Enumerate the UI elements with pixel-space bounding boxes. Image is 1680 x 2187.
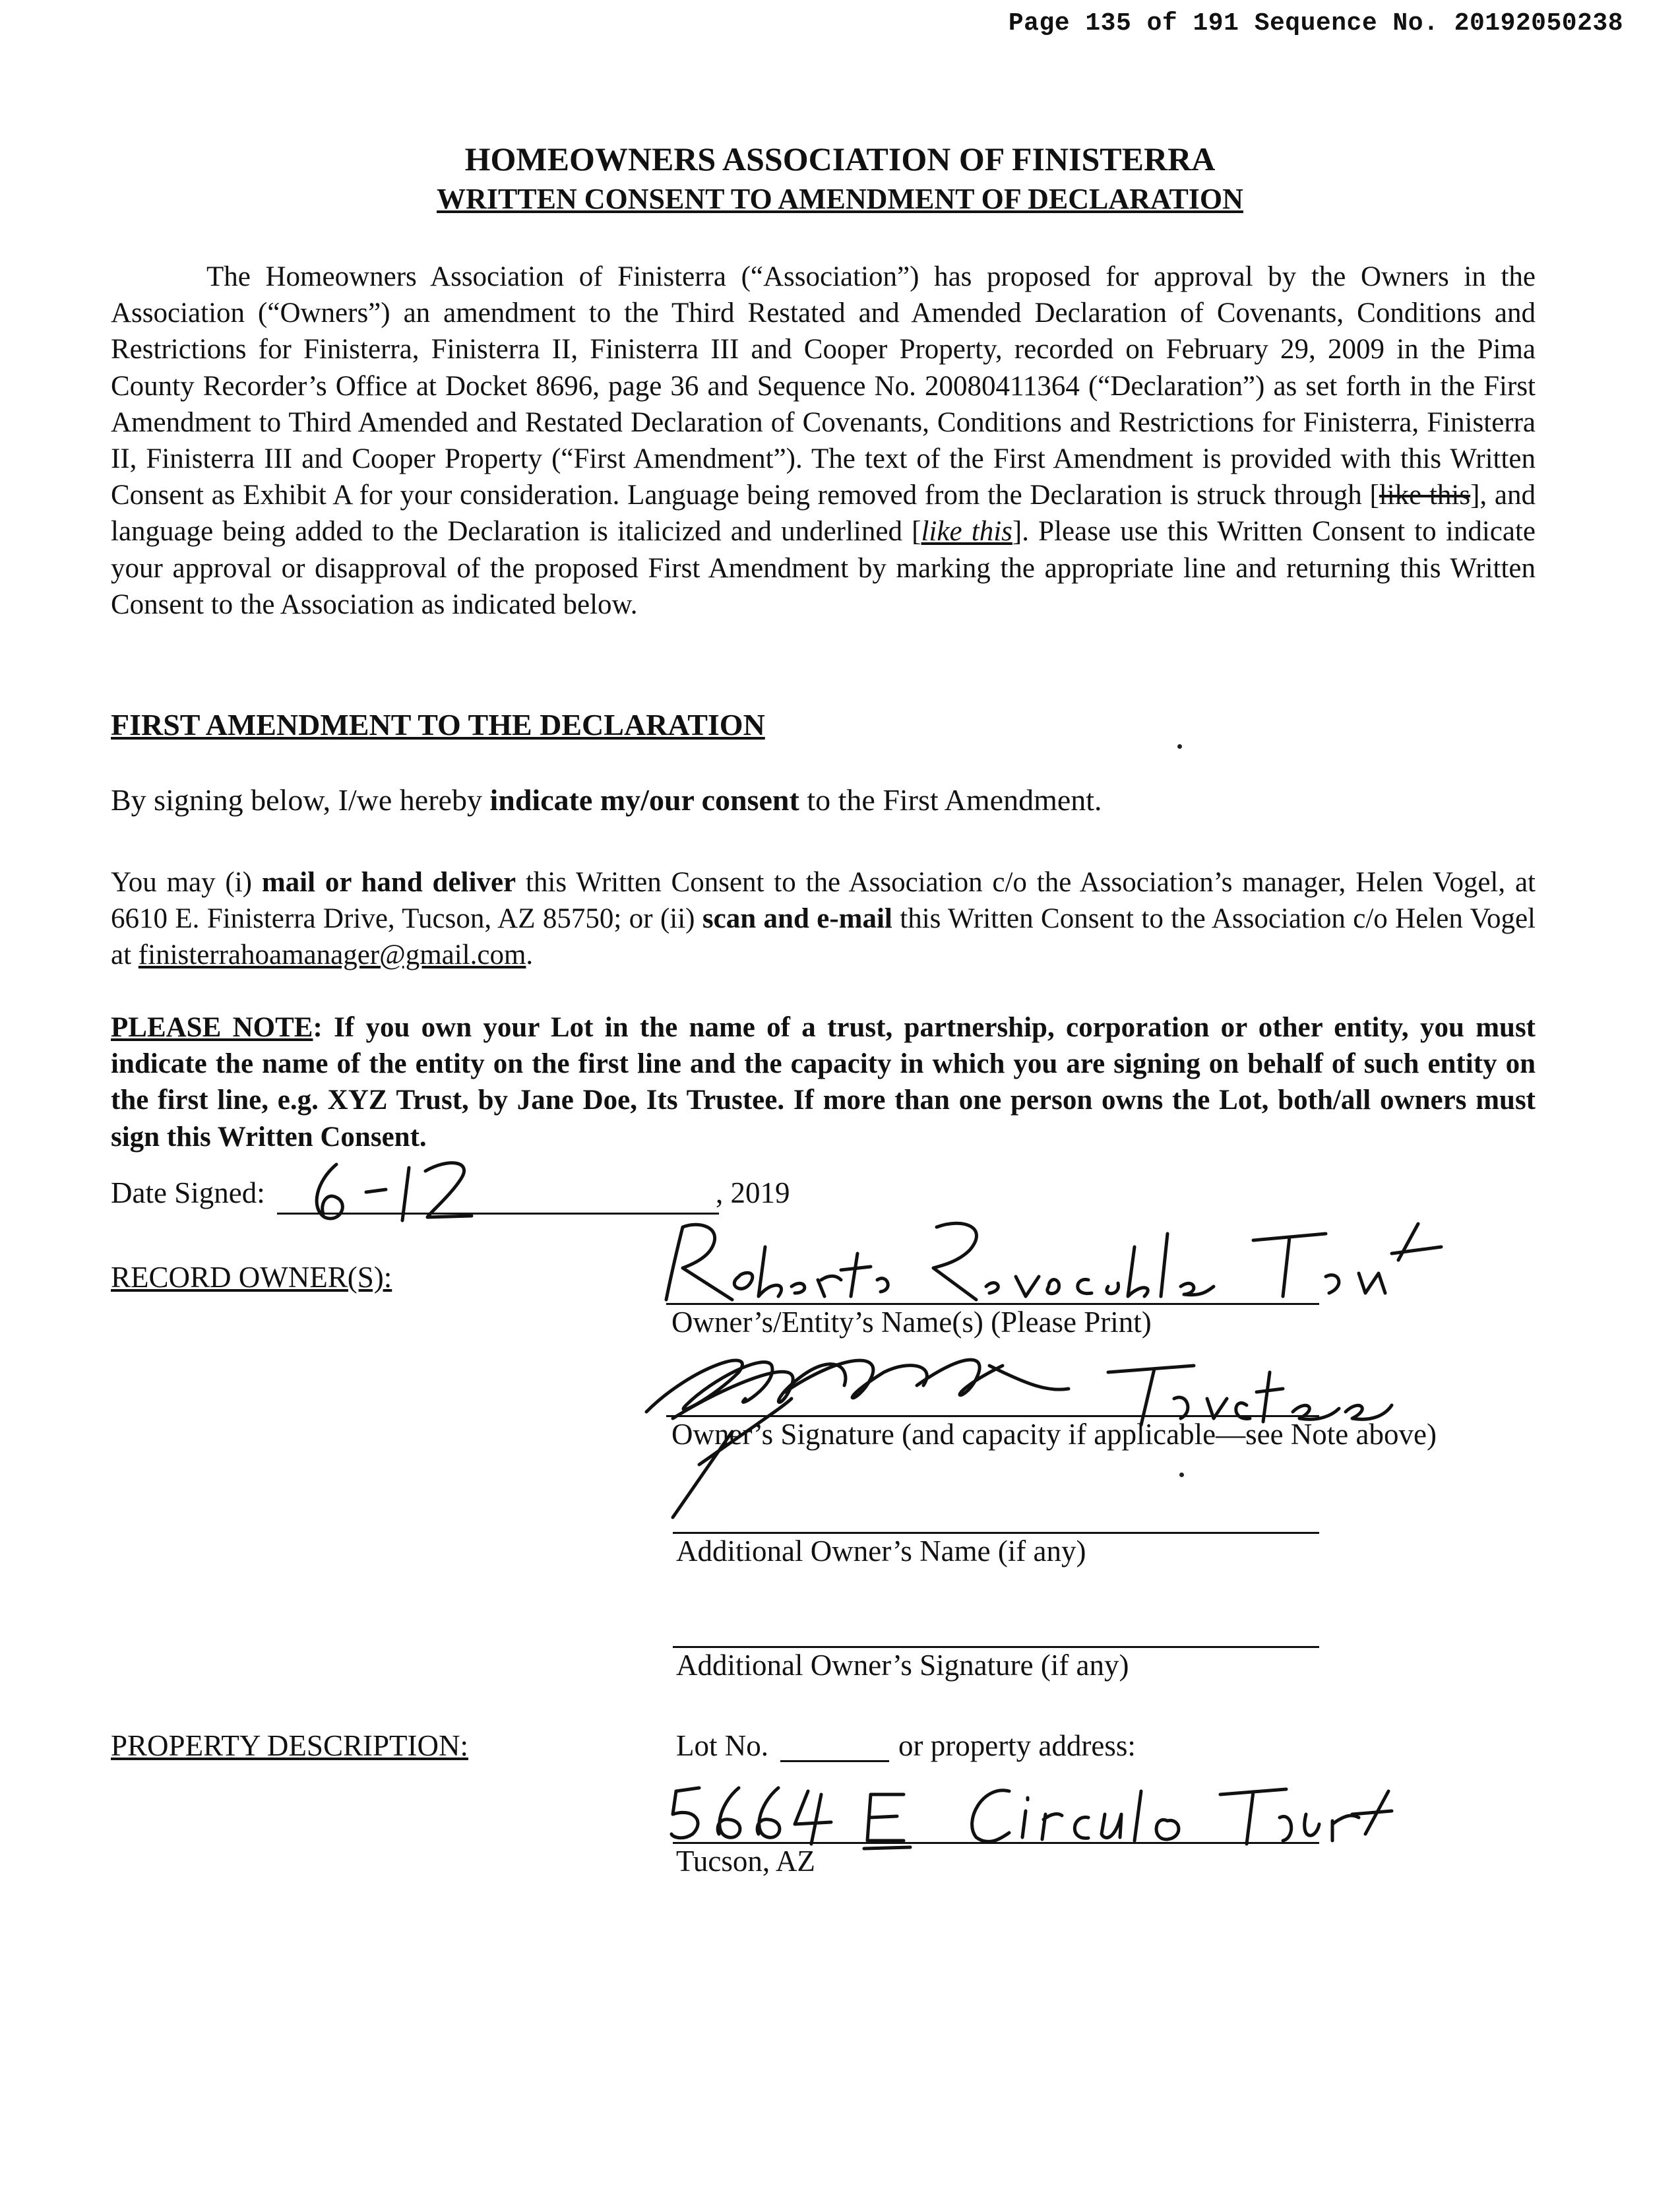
lot-number-line[interactable] [780,1760,889,1762]
signature-caption: Owner’s Signature (and capacity if applicable—see Note above) [671,1418,1437,1451]
handwritten-owner-name [660,1214,1445,1313]
please-note-paragraph [111,1009,1536,1155]
consent-statement [111,782,1102,817]
consent-text-before: By signing below, I/we hereby [111,783,490,817]
additional-owner-signature-caption: Additional Owner’s Signature (if any) [676,1649,1129,1682]
property-address-label: or property address: [898,1729,1136,1762]
page-sequence-stamp: Page 135 of 191 Sequence No. 20192050238 [1008,9,1623,38]
city-state-text: Tucson, AZ [676,1845,815,1878]
date-year: , 2019 [716,1176,790,1209]
handwritten-property-address [666,1775,1398,1854]
owner-name-caption: Owner’s/Entity’s Name(s) (Please Print) [671,1306,1152,1339]
property-description-label: PROPERTY DESCRIPTION: [111,1729,468,1762]
scan-speck [1177,744,1182,749]
intro-text-1: The Homeowners Association of Finisterra (“Association”) has proposed for approval by the Owners in the Association (“Owners”) an amendment to the Third Restated and Amended Declaration of Covenants, Conditions and Restrictions for Finisterra, Finisterra II, Finisterra III and Cooper Property, recorded on February 29, 2009 in the Pima County Recorder’s Office at Docket 8696, page 36 and Sequence No. 20080411364 (“Declaration”) as set forth in the First Amendment to Third Amended and Restated Declaration of Covenants, Conditions and Restrictions for Finisterra, Finisterra II, Finisterra III and Cooper Property (“First Amendment”). The text of the First Amendment is provided with this Written Consent as Exhibit A for your consideration. Language being removed from the Declaration is struck through [ [111,261,1536,511]
mail-text-d: scan and e-mail [702,903,892,935]
intro-text-3: ]. Please use this Written Consent to indicate your approval or disapproval of the proposed First Amendment by marking the appropriate line and returning this Written Consent to the Association as indicated below. [111,516,1536,620]
document-subtitle: WRITTEN CONSENT TO AMENDMENT OF DECLARATION [437,183,1243,215]
mail-instructions [111,864,1536,974]
mail-text-a: You may (i) [111,867,262,898]
intro-paragraph [111,259,1536,623]
scan-speck [1179,1473,1184,1477]
mail-text-c: this Written Consent to the Association c/o the Association’s manager, Helen Vogel, at 6610 E. Finisterra Drive, Tucson, AZ 85750; or (ii) [111,867,1536,935]
added-example: like this [921,516,1012,548]
section-heading: FIRST AMENDMENT TO THE DECLARATION [111,708,765,742]
date-signed-label: Date Signed: [111,1176,265,1209]
struck-example: like this [1379,480,1471,511]
mail-text-f: . [526,939,534,971]
lot-number-label: Lot No. [676,1729,768,1762]
handwritten-date [310,1151,482,1230]
consent-text-bold: indicate my/our consent [489,783,799,817]
additional-owner-name-caption: Additional Owner’s Name (if any) [676,1535,1086,1568]
document-title: HOMEOWNERS ASSOCIATION OF FINISTERRA [464,141,1216,177]
email-link[interactable]: finisterrahoamanager@gmail.com [138,939,526,971]
consent-text-after: to the First Amendment. [799,783,1102,817]
record-owner-label: RECORD OWNER(S): [111,1261,392,1294]
mail-text-e: this Written Consent to the Association c/o Helen Vogel at [111,903,1536,971]
intro-text-2: ], and language being added to the Declaration is italicized and underlined [ [111,480,1536,548]
mail-text-b: mail or hand deliver [261,867,516,898]
please-note-label: PLEASE NOTE [111,1012,313,1043]
please-note-text: : If you own your Lot in the name of a trust, partnership, corporation or other entity, you must indicate the name of the entity on the first line and the capacity in which you are signing on behalf of such entity on the first line, e.g. XYZ Trust, by Jane Doe, Its Trustee. If more than one person owns the Lot, both/all owners must sign this Written Consent. [111,1012,1536,1153]
